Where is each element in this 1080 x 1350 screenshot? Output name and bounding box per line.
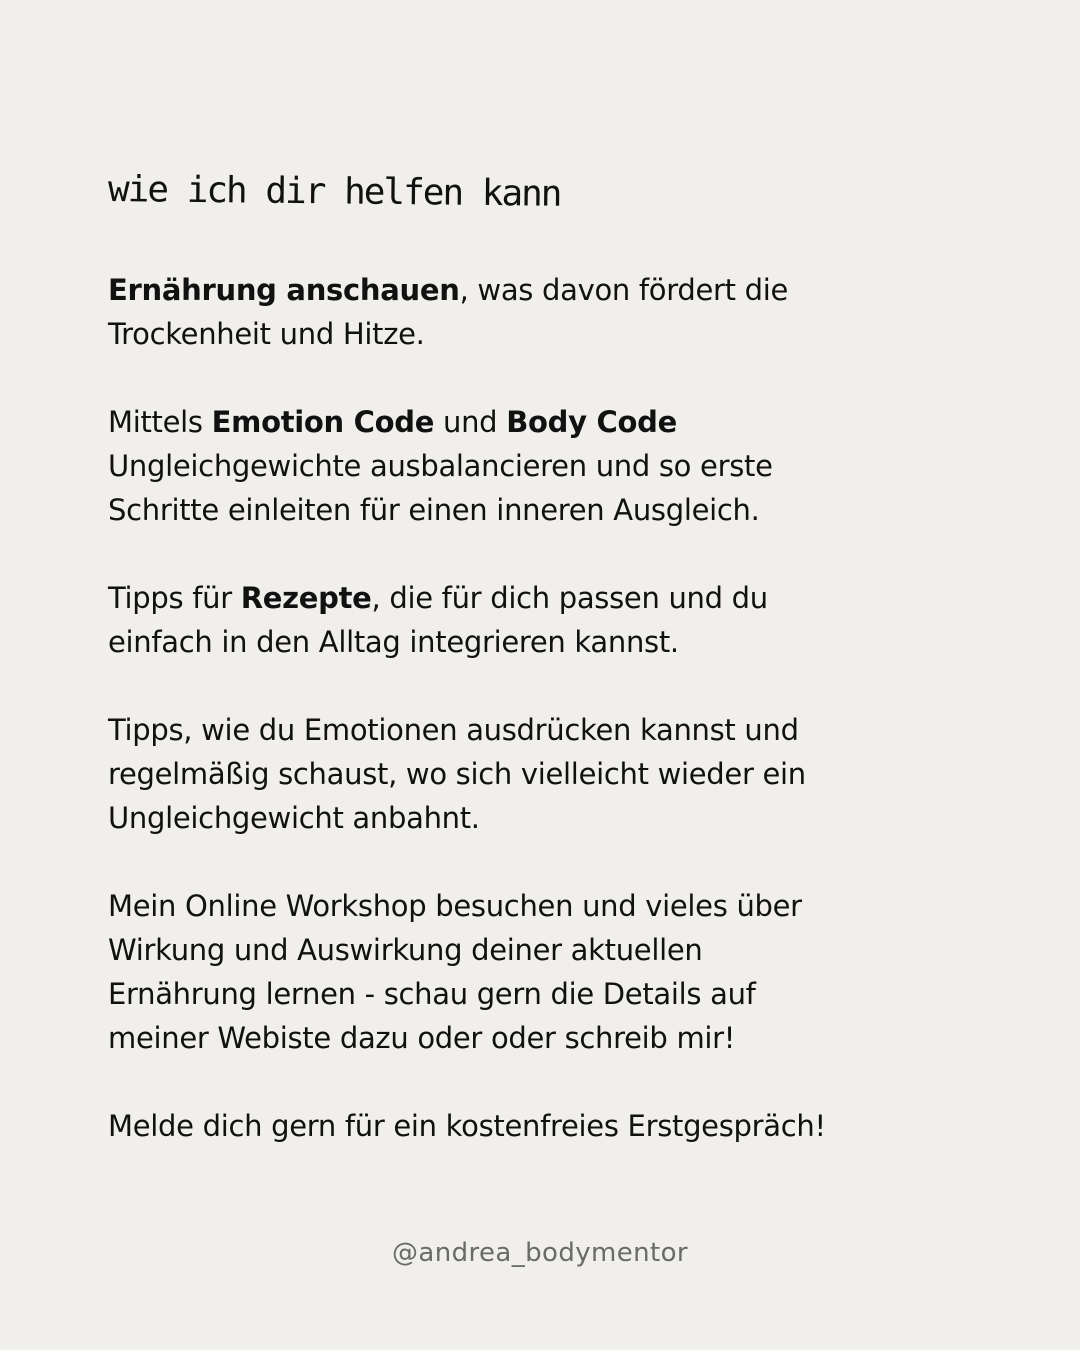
bold-phrase: Body Code [506, 405, 677, 439]
text-span: , was davon fördert die [459, 273, 789, 307]
content-body [108, 268, 988, 1192]
text-line: Melde dich gern für ein kostenfreies Erstgespräch! [108, 1109, 826, 1143]
paragraph-nutrition [108, 268, 988, 356]
text-line: meiner Webiste dazu oder oder schreib mir! [108, 1021, 736, 1055]
text-line: regelmäßig schaust, wo sich vielleicht wieder ein [108, 757, 806, 791]
text-span: , die für dich passen und du [371, 581, 768, 615]
page-title: wie ich dir helfen kann [107, 169, 561, 215]
paragraph-emotions [108, 708, 988, 840]
text-span: Schritte einleiten für einen inneren Ausgleich. [108, 493, 760, 527]
paragraph-workshop [108, 884, 988, 1060]
text-span: und [434, 405, 507, 439]
bold-phrase: Rezepte [240, 581, 372, 615]
social-handle: @andrea_bodymentor [391, 1238, 689, 1268]
bold-phrase: Ernährung anschauen [108, 273, 460, 307]
text-span: Ungleichgewichte ausbalancieren und so erste [108, 449, 773, 483]
paragraph-emotion-code [108, 400, 988, 532]
bold-phrase: Emotion Code [211, 405, 435, 439]
text-line: Tipps, wie du Emotionen ausdrücken kannst und [108, 713, 799, 747]
paragraph-call-to-action [108, 1104, 988, 1148]
text-span: Mittels [108, 405, 212, 439]
text-line: Ungleichgewicht anbahnt. [108, 801, 480, 835]
text-line: Ernährung lernen - schau gern die Details auf [108, 977, 756, 1011]
text-line: Mein Online Workshop besuchen und vieles über [108, 889, 802, 923]
paragraph-recipes [108, 576, 988, 664]
text-span: Trockenheit und Hitze. [108, 317, 425, 351]
text-span: einfach in den Alltag integrieren kannst. [108, 625, 679, 659]
text-line: Wirkung und Auswirkung deiner aktuellen [108, 933, 703, 967]
text-span: Tipps für [108, 581, 241, 615]
